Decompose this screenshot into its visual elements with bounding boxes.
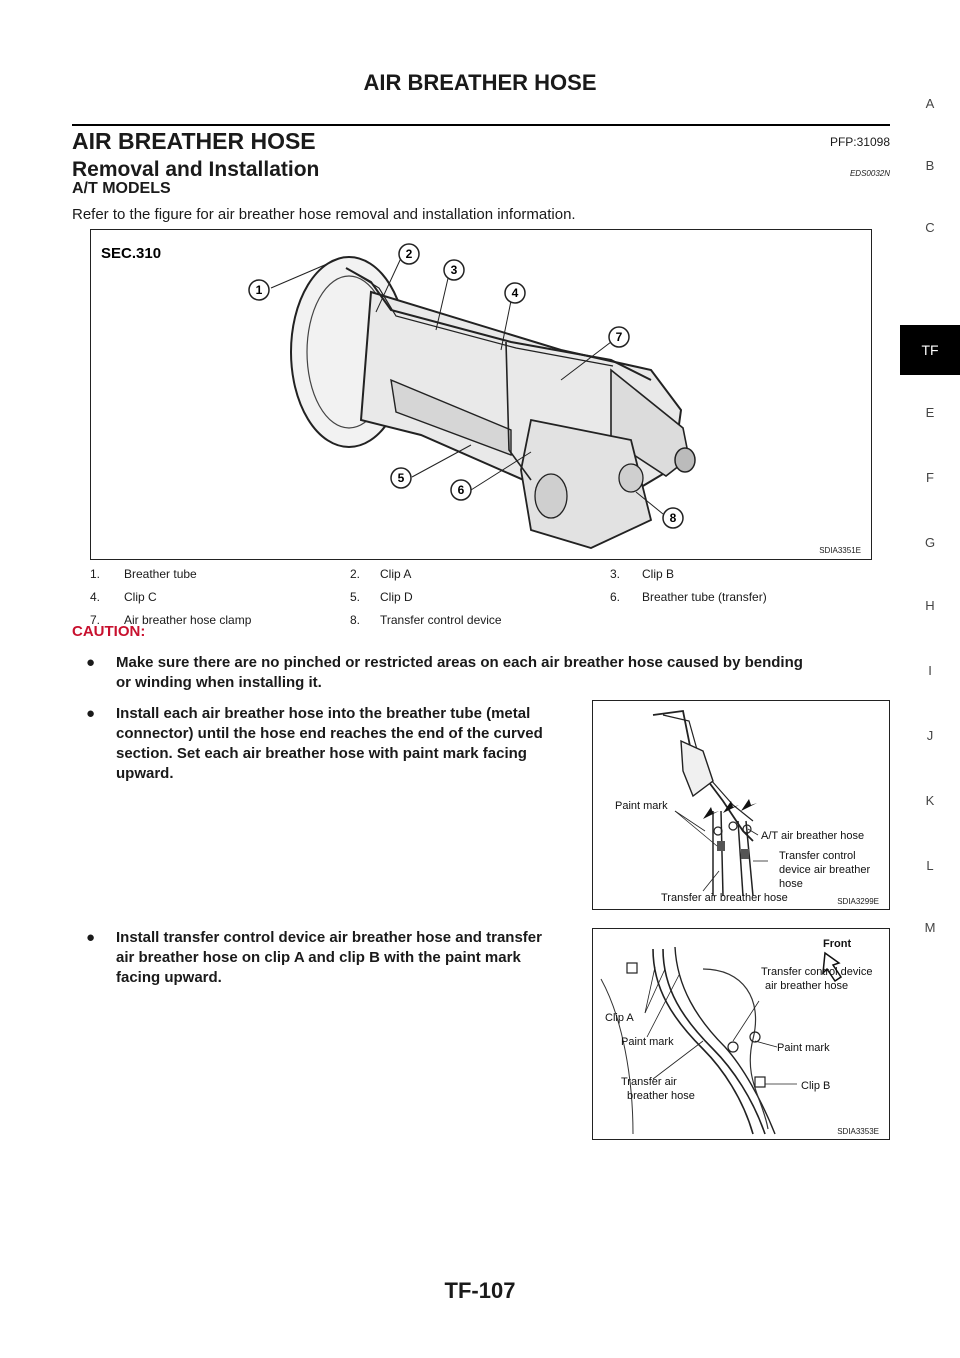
svg-text:air breather hose: air breather hose bbox=[765, 980, 849, 992]
bullet-icon: ● bbox=[86, 705, 96, 722]
bullet-icon: ● bbox=[86, 654, 96, 671]
transmission-figure bbox=[90, 229, 872, 560]
figure-legend bbox=[90, 562, 872, 631]
callout-7 bbox=[609, 327, 629, 347]
clip-b-shape bbox=[755, 1077, 765, 1087]
svg-text:Paint mark: Paint mark bbox=[777, 1042, 830, 1054]
legend-row: 1. Breather tube 2. Clip A 3. Clip B bbox=[90, 566, 675, 581]
paint-mark-figure bbox=[592, 700, 890, 910]
callout-8 bbox=[663, 508, 683, 528]
callout-2 bbox=[399, 244, 419, 264]
svg-text:Transfer air: Transfer air bbox=[621, 1076, 677, 1088]
pfp-code: PFP:31098 bbox=[829, 135, 890, 149]
svg-text:Transfer control device: Transfer control device bbox=[761, 966, 873, 978]
callout-6 bbox=[451, 480, 471, 500]
svg-text:6: 6 bbox=[457, 483, 465, 497]
svg-text:Clip B: Clip B bbox=[801, 1080, 831, 1092]
svg-text:3: 3 bbox=[450, 263, 458, 277]
figure-code: SDIA3351E bbox=[819, 546, 861, 555]
tab-e[interactable]: E bbox=[925, 405, 935, 420]
tab-m[interactable]: M bbox=[924, 920, 936, 935]
tab-l[interactable]: L bbox=[926, 858, 934, 873]
legend-row: 7. Air breather hose clamp 8. Transfer control device bbox=[90, 612, 502, 627]
bullet-icon: ● bbox=[86, 929, 96, 946]
svg-text:1: 1 bbox=[255, 283, 263, 297]
svg-text:Transfer control: Transfer control bbox=[779, 850, 856, 862]
tab-c[interactable]: C bbox=[925, 220, 935, 235]
clip-drawing bbox=[593, 929, 889, 1139]
svg-text:Clip A: Clip A bbox=[605, 1012, 634, 1024]
tab-h[interactable]: H bbox=[925, 598, 935, 613]
caution-item-3: ● Install transfer control device air breather hose and transfer air breather hose on clip A and clip B with the paint mark facing upward. bbox=[86, 929, 542, 986]
caution-item-2: ● Install each air breather hose into the breather tube (metal connector) until the hose end reaches the end of the curved section. Set each air breather hose with paint mark facing upward. bbox=[86, 705, 543, 782]
legend-row: 4. Clip C 5. Clip D 6. Breather tube (transfer) bbox=[90, 589, 767, 604]
svg-text:hose: hose bbox=[779, 878, 803, 890]
svg-text:2: 2 bbox=[405, 247, 413, 261]
svg-text:7: 7 bbox=[615, 330, 623, 344]
tab-g[interactable]: G bbox=[924, 535, 936, 550]
svg-text:Transfer air breather hose: Transfer air breather hose bbox=[661, 892, 788, 904]
svg-text:Paint mark: Paint mark bbox=[621, 1036, 674, 1048]
clip-a-shape bbox=[627, 963, 637, 973]
sec-label: SEC.310 bbox=[101, 245, 162, 262]
bracket bbox=[681, 741, 713, 796]
callout-3 bbox=[444, 260, 464, 280]
output-flange bbox=[675, 448, 695, 472]
subsection-title: Removal and Installation bbox=[72, 158, 320, 181]
arrow-up-icon bbox=[723, 801, 739, 813]
page-header-title: AIR BREATHER HOSE bbox=[363, 70, 597, 95]
figure-code: SDIA3353E bbox=[837, 1127, 879, 1136]
section-title: AIR BREATHER HOSE bbox=[72, 128, 316, 154]
svg-text:Front: Front bbox=[823, 938, 852, 950]
svg-text:5: 5 bbox=[397, 471, 405, 485]
figure-code: SDIA3299E bbox=[837, 897, 879, 906]
arrow-up-icon bbox=[703, 807, 719, 819]
caution-label: CAUTION: bbox=[72, 623, 146, 640]
tab-a[interactable]: A bbox=[925, 96, 935, 111]
transfer-control-device bbox=[619, 464, 643, 492]
transmission-drawing bbox=[91, 230, 871, 559]
svg-text:A/T air breather hose: A/T air breather hose bbox=[761, 830, 865, 842]
caution-item-1: ● Make sure there are no pinched or restricted areas on each air breather hose caused by bending or winding when installing it. bbox=[86, 654, 803, 691]
svg-text:device air breather: device air breather bbox=[779, 864, 871, 876]
tab-i[interactable]: I bbox=[928, 663, 932, 678]
svg-text:Paint mark: Paint mark bbox=[615, 800, 668, 812]
tab-tf[interactable]: TF bbox=[900, 325, 960, 375]
tab-k[interactable]: K bbox=[925, 793, 935, 808]
callout-1 bbox=[249, 280, 269, 300]
svg-text:8: 8 bbox=[669, 511, 677, 525]
svg-text:breather hose: breather hose bbox=[627, 1090, 695, 1102]
arrow-up-icon bbox=[741, 799, 757, 811]
models-heading: A/T MODELS bbox=[72, 180, 171, 197]
intro-text: Refer to the figure for air breather hose removal and installation information. bbox=[72, 206, 576, 223]
header-rule bbox=[72, 124, 890, 126]
tab-j[interactable]: J bbox=[926, 728, 934, 743]
page-number: TF-107 bbox=[444, 1278, 516, 1303]
callout-5 bbox=[391, 468, 411, 488]
paint-mark bbox=[741, 849, 749, 859]
paint-mark bbox=[717, 841, 725, 851]
eds-code: EDS0032N bbox=[849, 169, 890, 178]
callout-4 bbox=[505, 283, 525, 303]
clip-figure bbox=[592, 928, 890, 1140]
paint-mark-drawing bbox=[593, 701, 889, 909]
svg-text:4: 4 bbox=[511, 286, 519, 300]
tab-f[interactable]: F bbox=[926, 470, 934, 485]
tab-b[interactable]: B bbox=[925, 158, 935, 173]
